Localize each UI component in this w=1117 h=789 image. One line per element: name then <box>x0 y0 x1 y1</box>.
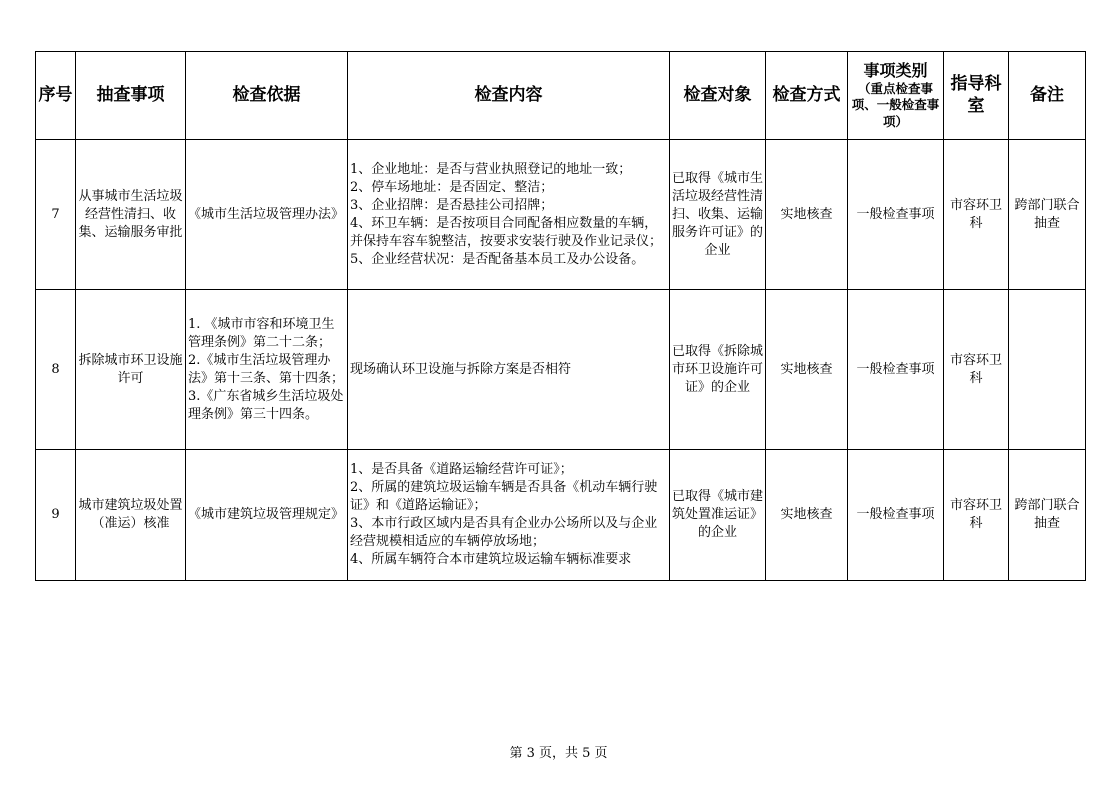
header-category <box>848 52 944 140</box>
header-seq: 序号 <box>36 52 76 140</box>
cell-content <box>348 140 670 290</box>
inspection-table <box>35 51 1086 581</box>
content-line: 2、停车场地址：是否固定、整洁； <box>350 179 554 195</box>
cell-category: 一般检查事项 <box>848 290 944 450</box>
cell-target: 已取得《城市生活垃圾经营性清扫、收集、运输服务许可证》的企业 <box>670 140 766 290</box>
cell-seq: 7 <box>36 140 76 290</box>
content-line: 4、所属车辆符合本市建筑垃圾运输车辆标准要求 <box>350 552 632 567</box>
content-line: 1、是否具备《道路运输经营许可证》； <box>350 462 573 477</box>
content-line: 2、所属的建筑垃圾运输车辆是否具备《机动车辆行驶证》和《道路运输证》； <box>350 480 658 513</box>
page-number: 第 3 页，共 5 页 <box>509 746 608 761</box>
cell-dept: 市容环卫科 <box>944 290 1009 450</box>
cell-basis <box>186 140 348 290</box>
cell-dept: 市容环卫科 <box>944 140 1009 290</box>
header-item: 抽查事项 <box>76 52 186 140</box>
cell-target: 已取得《城市建筑处置准运证》的企业 <box>670 450 766 581</box>
content-line: 5、企业经营状况：是否配备基本员工及办公设备。 <box>350 251 645 267</box>
basis-line: 1. 《城市市容和环境卫生管理条例》第二十二条； <box>188 316 335 350</box>
header-content: 检查内容 <box>348 52 670 140</box>
table-row <box>36 450 1086 581</box>
table-row <box>36 140 1086 290</box>
header-category-sub: （重点检查事项、一般检查事项） <box>851 81 940 129</box>
header-category-main: 事项类别 <box>863 61 928 81</box>
header-method: 检查方式 <box>766 52 848 140</box>
cell-content <box>348 290 670 450</box>
content-line: 3、企业招牌：是否悬挂公司招牌； <box>350 197 554 213</box>
cell-dept: 市容环卫科 <box>944 450 1009 581</box>
cell-item: 拆除城市环卫设施许可 <box>76 290 186 450</box>
basis-line: 2.《城市生活垃圾管理办法》第十三条、第十四条； <box>188 352 345 386</box>
cell-item: 从事城市生活垃圾经营性清扫、收集、运输服务审批 <box>76 140 186 290</box>
basis-line: 3.《广东省城乡生活垃圾处理条例》第三十四条。 <box>188 388 344 422</box>
basis-line: 《城市生活垃圾管理办法》 <box>188 206 345 222</box>
header-remark: 备注 <box>1009 52 1086 140</box>
cell-basis <box>186 450 348 581</box>
cell-seq: 9 <box>36 450 76 581</box>
cell-remark: 跨部门联合抽查 <box>1009 140 1086 290</box>
header-target: 检查对象 <box>670 52 766 140</box>
content-line: 3、本市行政区域内是否具有企业办公场所以及与企业经营规模相适应的车辆停放场地； <box>350 516 658 549</box>
cell-category: 一般检查事项 <box>848 450 944 581</box>
header-dept: 指导科室 <box>944 52 1009 140</box>
content-line: 现场确认环卫设施与拆除方案是否相符 <box>350 361 572 377</box>
cell-item: 城市建筑垃圾处置（准运）核准 <box>76 450 186 581</box>
cell-method: 实地核查 <box>766 290 848 450</box>
header-basis: 检查依据 <box>186 52 348 140</box>
cell-basis <box>186 290 348 450</box>
content-line: 4、环卫车辆：是否按项目合同配备相应数量的车辆，并保持车容车貌整洁，按要求安装行驶及作业记录仪； <box>350 215 663 249</box>
cell-target: 已取得《拆除城市环卫设施许可证》的企业 <box>670 290 766 450</box>
cell-seq: 8 <box>36 290 76 450</box>
header-row <box>36 52 1086 140</box>
cell-method: 实地核查 <box>766 140 848 290</box>
cell-category: 一般检查事项 <box>848 140 944 290</box>
cell-method: 实地核查 <box>766 450 848 581</box>
basis-line: 《城市建筑垃圾管理规定》 <box>188 507 345 522</box>
cell-content <box>348 450 670 581</box>
content-line: 1、企业地址：是否与营业执照登记的地址一致； <box>350 161 632 177</box>
cell-remark <box>1009 290 1086 450</box>
cell-remark: 跨部门联合抽查 <box>1009 450 1086 581</box>
table-row <box>36 290 1086 450</box>
